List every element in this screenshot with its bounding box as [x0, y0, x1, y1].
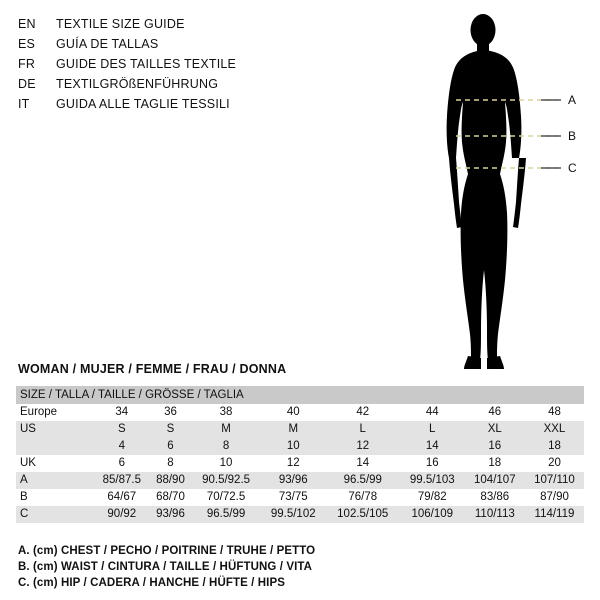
cell: 4 [94, 438, 150, 455]
cell: 12 [261, 455, 326, 472]
language-text: GUIDE DES TAILLES TEXTILE [56, 57, 237, 71]
footnote-waist: B. (cm) WAIST / CINTURA / TAILLE / HÜFTUNG / VITA [18, 561, 313, 573]
cell: 93/96 [150, 506, 192, 523]
table-header-row [16, 386, 584, 404]
cell: 14 [400, 438, 465, 455]
footnote-chest: A. (cm) CHEST / PECHO / POITRINE / TRUHE / PETTO [18, 545, 316, 557]
cell: 34 [94, 404, 150, 421]
language-row [18, 14, 348, 34]
row-label: US [16, 421, 94, 438]
language-code: DE [18, 77, 36, 91]
marker-label-b: B [568, 129, 577, 143]
cell: 88/90 [150, 472, 192, 489]
cell: 6 [150, 438, 192, 455]
cell: 20 [525, 455, 584, 472]
cell: L [326, 421, 400, 438]
cell: 10 [261, 438, 326, 455]
cell: XL [465, 421, 525, 438]
cell: 48 [525, 404, 584, 421]
marker-label-a: A [568, 93, 577, 107]
cell: 110/113 [465, 506, 525, 523]
row-label: Europe [16, 404, 94, 421]
row-label [16, 438, 94, 455]
cell: 83/86 [465, 489, 525, 506]
language-text: TEXTILE SIZE GUIDE [56, 17, 185, 31]
cell: 85/87.5 [94, 472, 150, 489]
cell: 68/70 [150, 489, 192, 506]
row-label: A [16, 472, 94, 489]
language-code: FR [18, 57, 36, 71]
language-list [18, 14, 348, 114]
cell: 99.5/102 [261, 506, 326, 523]
cell: 18 [525, 438, 584, 455]
cell: 70/72.5 [191, 489, 261, 506]
marker-label-c: C [568, 161, 577, 175]
table-row [16, 489, 584, 506]
cell: XXL [525, 421, 584, 438]
cell: 73/75 [261, 489, 326, 506]
cell: 96.5/99 [191, 506, 261, 523]
cell: 79/82 [400, 489, 465, 506]
cell: 107/110 [525, 472, 584, 489]
cell: L [400, 421, 465, 438]
cell: S [94, 421, 150, 438]
language-row [18, 54, 348, 74]
cell: 90.5/92.5 [191, 472, 261, 489]
cell: 8 [191, 438, 261, 455]
cell: 106/109 [400, 506, 465, 523]
table-row [16, 438, 584, 455]
cell: 114/119 [525, 506, 584, 523]
cell: 99.5/103 [400, 472, 465, 489]
size-table [16, 386, 584, 523]
row-label: B [16, 489, 94, 506]
cell: M [191, 421, 261, 438]
language-text: GUÍA DE TALLAS [56, 37, 159, 51]
cell: 16 [400, 455, 465, 472]
cell: 104/107 [465, 472, 525, 489]
language-text: TEXTILGRÖßENFÜHRUNG [56, 77, 219, 91]
cell: 42 [326, 404, 400, 421]
cell: 36 [150, 404, 192, 421]
row-label: UK [16, 455, 94, 472]
cell: 76/78 [326, 489, 400, 506]
cell: 8 [150, 455, 192, 472]
cell: S [150, 421, 192, 438]
cell: 44 [400, 404, 465, 421]
language-row [18, 94, 348, 114]
footnote-list [18, 543, 578, 591]
cell: 64/67 [94, 489, 150, 506]
row-label: C [16, 506, 94, 523]
language-text: GUIDA ALLE TAGLIE TESSILI [56, 97, 230, 111]
table-row [16, 404, 584, 421]
cell: 93/96 [261, 472, 326, 489]
section-title-woman: WOMAN / MUJER / FEMME / FRAU / DONNA [18, 362, 287, 376]
cell: 38 [191, 404, 261, 421]
cell: 10 [191, 455, 261, 472]
cell: 18 [465, 455, 525, 472]
table-row [16, 455, 584, 472]
cell: 102.5/105 [326, 506, 400, 523]
language-code: IT [18, 97, 30, 111]
table-column-header: SIZE / TALLA / TAILLE / GRÖSSE / TAGLIA [16, 386, 584, 404]
cell: 96.5/99 [326, 472, 400, 489]
language-row [18, 74, 348, 94]
cell: 6 [94, 455, 150, 472]
female-silhouette-icon [398, 8, 593, 373]
table-row [16, 421, 584, 438]
table-row [16, 506, 584, 523]
cell: 40 [261, 404, 326, 421]
cell: 90/92 [94, 506, 150, 523]
language-code: EN [18, 17, 36, 31]
footnote-hip: C. (cm) HIP / CADERA / HANCHE / HÜFTE / HIPS [18, 577, 286, 589]
cell: 46 [465, 404, 525, 421]
language-code: ES [18, 37, 36, 51]
cell: M [261, 421, 326, 438]
cell: 12 [326, 438, 400, 455]
language-row [18, 34, 348, 54]
cell: 14 [326, 455, 400, 472]
table-row [16, 472, 584, 489]
cell: 87/90 [525, 489, 584, 506]
body-figure [398, 8, 593, 373]
cell: 16 [465, 438, 525, 455]
